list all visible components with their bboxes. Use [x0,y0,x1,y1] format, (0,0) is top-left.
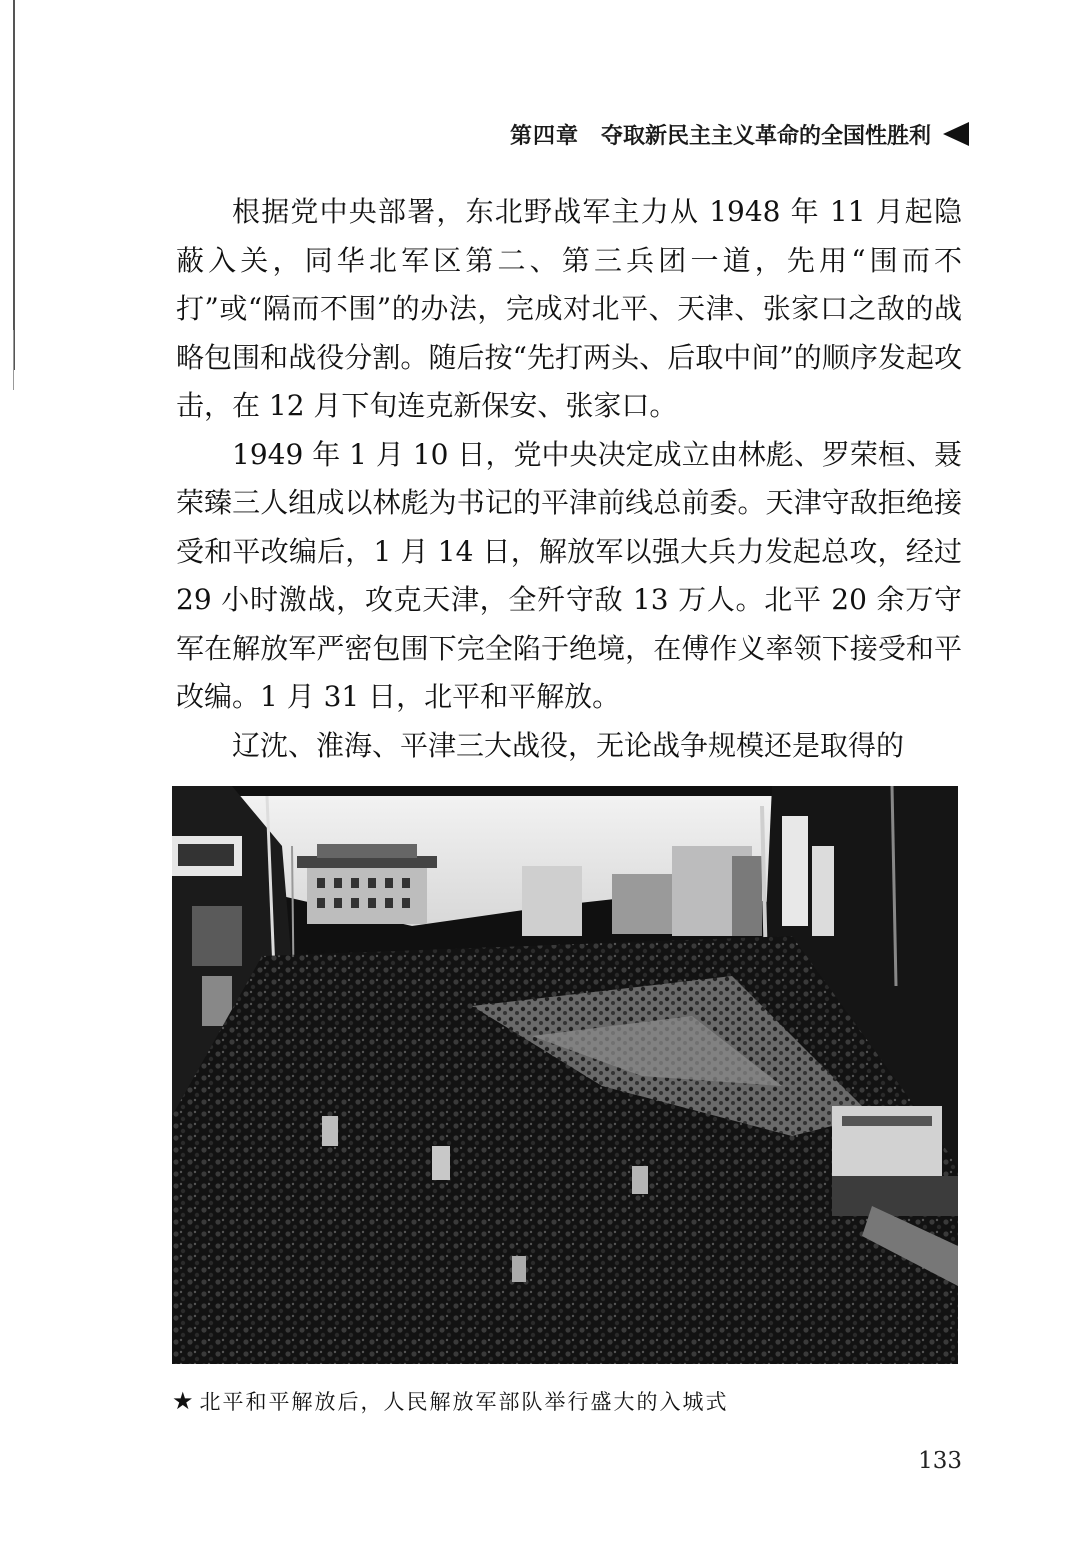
paragraph-2: 1949 年 1 月 10 日，党中央决定成立由林彪、罗荣桓、聂荣臻三人组成以林彪为书记的平津前线总前委。天津守敌拒绝接受和平改编后，1 月 14 日，解放军以强大兵力发起总攻，经过 29 小时激战，攻克天津，全歼守敌 13 万人。北平 20 余万守军在解放军严密包围下完全陷于绝境，在傅作义率领下接受和平改编。1 月 31 日，北平和平解放。 [176,437,962,713]
paragraph-1: 根据党中央部署，东北野战军主力从 1948 年 11 月起隐蔽入关，同华北军区第二、第三兵团一道，先用“围而不打”或“隔而不围”的办法，完成对北平、天津、张家口之敌的战略包围和战役分割。随后按“先打两头、后取中间”的顺序发起攻击，在 12 月下旬连克新保安、张家口。 [176,195,962,422]
triangle-marker-icon [943,122,969,146]
photo-caption [172,1384,729,1418]
page-number: 133 [918,1448,962,1474]
chapter-title: 夺取新民主主义革命的全国性胜利 [601,123,932,149]
page-edge-line [13,0,15,370]
chapter-number: 第四章 [510,123,580,149]
star-icon: ★ [172,1387,194,1415]
running-head [510,116,969,152]
caption-text: 北平和平解放后，人民解放军部队举行盛大的入城式 [199,1390,729,1414]
photo-illustration [172,786,958,1364]
page-edge-line-lower [13,330,14,390]
body-text [176,188,962,770]
historical-photo [172,786,958,1364]
paragraph-3: 辽沈、淮海、平津三大战役，无论战争规模还是取得的 [232,728,905,762]
